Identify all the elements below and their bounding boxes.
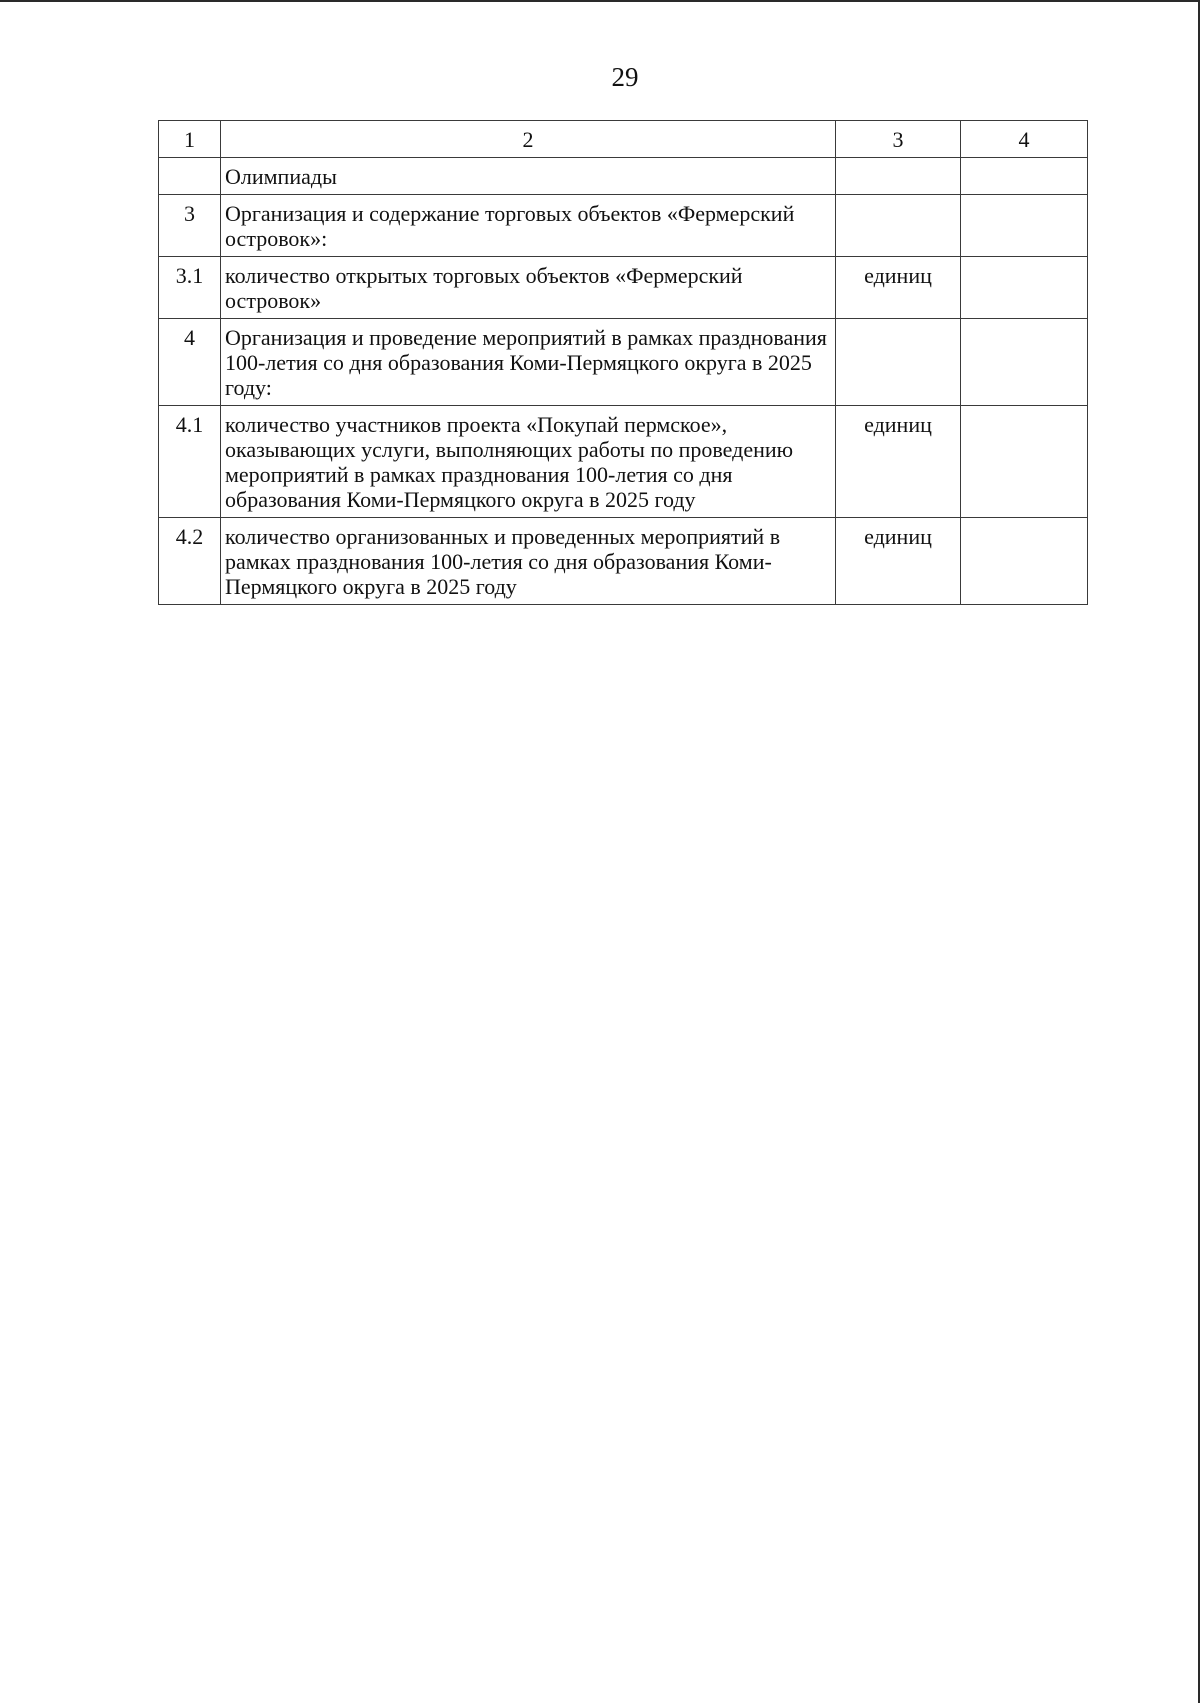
row-unit	[836, 195, 961, 257]
row-unit: единиц	[836, 406, 961, 518]
row-unit: единиц	[836, 257, 961, 319]
row-unit	[836, 319, 961, 406]
row-number: 3.1	[159, 257, 221, 319]
page-number: 29	[611, 62, 639, 92]
row-text: количество организованных и проведенных мероприятий в рамках празднования 100-летия со дня образования Коми-Пермяцкого округа в 2025 году	[221, 518, 836, 605]
row-text: количество участников проекта «Покупай пермское», оказывающих услуги, выполняющих работы по проведению мероприятий в рамках празднования 100-летия со дня образования Коми-Пермяцкого округа в 2025 году	[221, 406, 836, 518]
row-text: Организация и проведение мероприятий в рамках празднования 100-летия со дня образования Коми-Пермяцкого округа в 2025 году:	[221, 319, 836, 406]
row-unit	[836, 158, 961, 195]
table-row	[159, 319, 1088, 406]
row-value	[961, 319, 1088, 406]
indicator-table	[158, 120, 1088, 605]
row-value	[961, 257, 1088, 319]
header-cell: 2	[221, 121, 836, 158]
row-text: количество открытых торговых объектов «Фермерский островок»	[221, 257, 836, 319]
table-row	[159, 518, 1088, 605]
row-value	[961, 195, 1088, 257]
row-number: 4	[159, 319, 221, 406]
row-value	[961, 406, 1088, 518]
row-value	[961, 158, 1088, 195]
table-row	[159, 406, 1088, 518]
row-value	[961, 518, 1088, 605]
row-number: 4.2	[159, 518, 221, 605]
table-row	[159, 195, 1088, 257]
row-text: Организация и содержание торговых объектов «Фермерский островок»:	[221, 195, 836, 257]
table-header-row	[159, 121, 1088, 158]
row-number	[159, 158, 221, 195]
row-text: Олимпиады	[221, 158, 836, 195]
table-row	[159, 257, 1088, 319]
row-number: 3	[159, 195, 221, 257]
header-cell: 3	[836, 121, 961, 158]
row-number: 4.1	[159, 406, 221, 518]
table-row	[159, 158, 1088, 195]
header-cell: 4	[961, 121, 1088, 158]
header-cell: 1	[159, 121, 221, 158]
row-unit: единиц	[836, 518, 961, 605]
